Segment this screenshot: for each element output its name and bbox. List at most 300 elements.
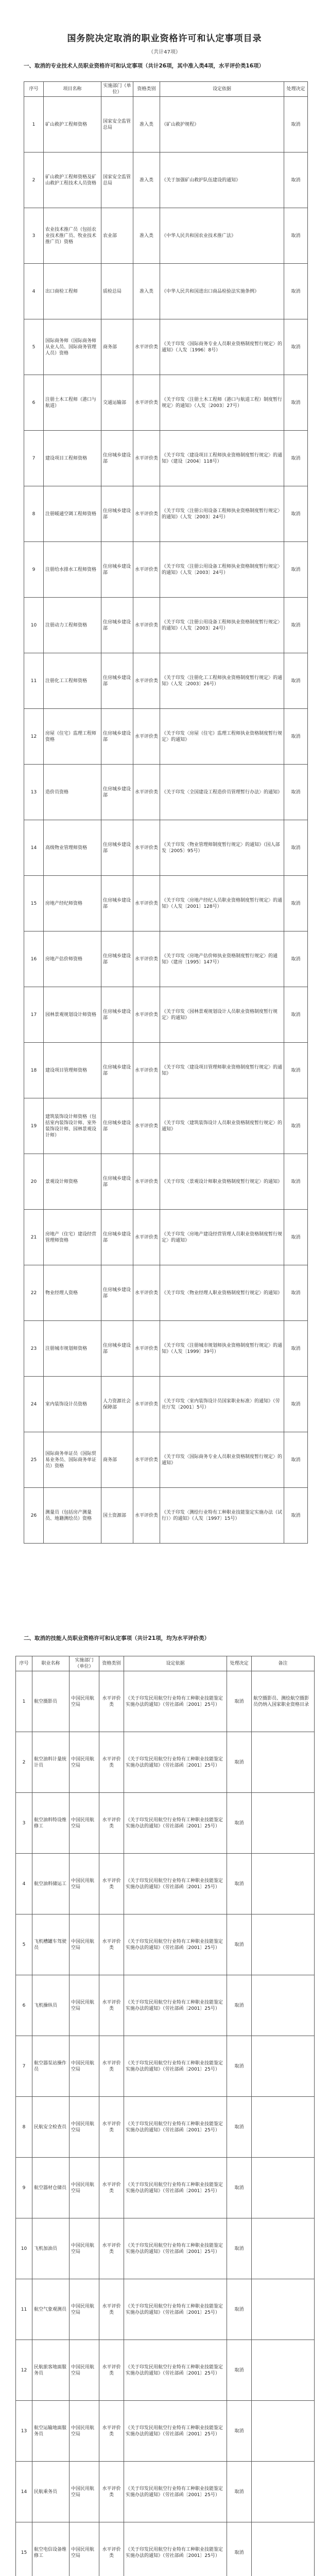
cell-note — [252, 2158, 315, 2218]
cell-dept: 住房城乡建设部 — [101, 987, 133, 1043]
cell-decision: 取消 — [227, 1914, 252, 1975]
cell-note — [252, 2522, 315, 2576]
cell-no: 12 — [16, 2340, 32, 2401]
cell-no: 6 — [16, 1975, 32, 2036]
section1-table — [24, 81, 308, 1544]
cell-name: 房地产经纪师资格 — [44, 876, 101, 931]
table-row — [24, 598, 308, 653]
cell-note — [252, 2340, 315, 2401]
section1-header-row — [24, 82, 308, 97]
cell-name: 飞机加油员 — [32, 2218, 70, 2279]
cell-no: 17 — [24, 987, 44, 1043]
cell-decision: 取消 — [227, 2218, 252, 2279]
cell-decision: 取消 — [284, 431, 308, 486]
cell-type: 水平评价类 — [133, 820, 160, 876]
cell-type: 水平评价类 — [133, 1321, 160, 1377]
cell-basis: 《关于印发〈注册土木工程师（港口与航道工程）制度暂行规定〉的通知》（人发〔2003〕27号） — [160, 375, 284, 431]
cell-decision: 取消 — [227, 2522, 252, 2576]
cell-basis: 《关于印发〈房地产建设经营管理人员职业资格制度暂行规定〉的通知》 — [160, 1210, 284, 1265]
cell-name: 房地产（住宅）建设经营管理师资格 — [44, 1210, 101, 1265]
cell-decision: 取消 — [227, 2279, 252, 2340]
header-no: 序号 — [16, 1656, 32, 1671]
cell-basis: 《关于加强矿山救护队伍建设的通知》 — [160, 152, 284, 208]
cell-name: 航空运输地面服务员 — [32, 2401, 70, 2462]
cell-type: 水平评价类 — [133, 1043, 160, 1098]
cell-type: 水平评价类 — [99, 2036, 124, 2097]
cell-basis: 《关于印发〈注册公用设备工程师执业资格制度暂行规定〉的通知》（人发〔2003〕24号） — [160, 542, 284, 598]
cell-no: 15 — [16, 2522, 32, 2576]
header-basis: 设定依据 — [160, 82, 284, 97]
cell-decision: 取消 — [227, 2462, 252, 2522]
cell-type: 水平评价类 — [99, 1975, 124, 2036]
cell-decision: 取消 — [284, 1265, 308, 1321]
cell-name: 国际商务单证员（国际贸易业务员、国际商务单证员）资格 — [44, 1432, 101, 1488]
cell-decision: 取消 — [284, 876, 308, 931]
cell-basis: 《关于印发民用航空行业特有工种职业技能鉴定实施办法的通知》（劳社部函〔2001〕25号） — [124, 2279, 227, 2340]
cell-dept: 中国民用航空局 — [70, 2279, 99, 2340]
cell-decision: 取消 — [227, 1854, 252, 1914]
cell-decision: 取消 — [284, 542, 308, 598]
table-row — [24, 375, 308, 431]
cell-note — [252, 1914, 315, 1975]
cell-decision: 取消 — [227, 2036, 252, 2097]
cell-dept: 住房城乡建设部 — [101, 1043, 133, 1098]
table-row — [24, 931, 308, 987]
table-row — [24, 820, 308, 876]
cell-dept: 中国民用航空局 — [70, 1793, 99, 1854]
cell-name: 注册给水排水工程师资格 — [44, 542, 101, 598]
cell-type: 水平评价类 — [133, 1265, 160, 1321]
cell-no: 7 — [16, 2036, 32, 2097]
cell-name: 国际商务师（国际商务师从业人员、国际商务管理人员）资格 — [44, 319, 101, 375]
cell-basis: 《关于印发民用航空行业特有工种职业技能鉴定实施办法的通知》（劳社部函〔2001〕25号） — [124, 2218, 227, 2279]
cell-name: 飞机槽罐车驾驶员 — [32, 1914, 70, 1975]
cell-name: 民航乘务员 — [32, 2462, 70, 2522]
cell-dept: 住房城乡建设部 — [101, 820, 133, 876]
cell-name: 航空器泵站操作员 — [32, 2036, 70, 2097]
cell-decision: 取消 — [284, 1043, 308, 1098]
cell-type: 水平评价类 — [133, 1488, 160, 1544]
cell-name: 航空电信设备维修工 — [32, 2522, 70, 2576]
cell-decision: 取消 — [227, 2097, 252, 2158]
cell-name: 房地产估价师资格 — [44, 931, 101, 987]
cell-type: 准入类 — [133, 264, 160, 319]
cell-no: 21 — [24, 1210, 44, 1265]
cell-dept: 中国民用航空局 — [70, 1854, 99, 1914]
cell-name: 注册土木工程师（港口与航道） — [44, 375, 101, 431]
cell-decision: 取消 — [284, 1098, 308, 1154]
cell-basis: 《关于印发民用航空行业特有工种职业技能鉴定实施办法的通知》（劳社部函〔2001〕25号） — [124, 1914, 227, 1975]
cell-type: 水平评价类 — [133, 598, 160, 653]
cell-decision: 取消 — [227, 1975, 252, 2036]
cell-dept: 中国民用航空局 — [70, 1975, 99, 2036]
cell-dept: 住房城乡建设部 — [101, 1098, 133, 1154]
cell-dept: 住房城乡建设部 — [101, 876, 133, 931]
cell-dept: 中国民用航空局 — [70, 2218, 99, 2279]
cell-name: 航空油料储运工 — [32, 1854, 70, 1914]
header-name: 项目名称 — [44, 82, 101, 97]
cell-no: 4 — [16, 1854, 32, 1914]
cell-basis: 《关于印发〈物业管理师制度暂行规定〉的通知》（国人部发〔2005〕95号） — [160, 820, 284, 876]
cell-basis: 《关于印发民用航空行业特有工种职业技能鉴定实施办法的通知》（劳社部函〔2001〕25号） — [124, 2340, 227, 2401]
table-row — [24, 709, 308, 765]
cell-dept: 中国民用航空局 — [70, 1914, 99, 1975]
cell-basis: 《关于印发〈注册化工工程师执业资格制度暂行规定〉的通知》（人发〔2003〕26号） — [160, 653, 284, 709]
cell-no: 18 — [24, 1043, 44, 1098]
cell-dept: 国家安全监管总局 — [101, 152, 133, 208]
table-row — [16, 2462, 315, 2522]
table-row — [16, 2522, 315, 2576]
cell-dept: 中国民用航空局 — [70, 2401, 99, 2462]
cell-no: 11 — [24, 653, 44, 709]
cell-type: 准入类 — [133, 152, 160, 208]
cell-type: 水平评价类 — [99, 1671, 124, 1732]
table-row — [16, 2218, 315, 2279]
cell-name: 建设项目工程师资格 — [44, 431, 101, 486]
table-row — [24, 97, 308, 152]
cell-type: 准入类 — [133, 97, 160, 152]
cell-note — [252, 1854, 315, 1914]
header-dept: 实施部门（单位） — [101, 82, 133, 97]
cell-no: 4 — [24, 264, 44, 319]
cell-name: 民航安全检查员 — [32, 2097, 70, 2158]
cell-dept: 中国民用航空局 — [70, 1671, 99, 1732]
cell-decision: 取消 — [227, 1732, 252, 1793]
cell-no: 15 — [24, 876, 44, 931]
cell-name: 景观设计师资格 — [44, 1154, 101, 1210]
cell-type: 水平评价类 — [99, 1854, 124, 1914]
cell-basis: 《关于印发民用航空行业特有工种职业技能鉴定实施办法的通知》（劳社部函〔2001〕25号） — [124, 2462, 227, 2522]
cell-decision: 取消 — [284, 765, 308, 820]
header-note: 备注 — [252, 1656, 315, 1671]
cell-name: 园林景观规划设计师资格 — [44, 987, 101, 1043]
table-row — [24, 987, 308, 1043]
cell-basis: 《关于印发〈景观设计师职业资格制度暂行规定〉的通知》 — [160, 1154, 284, 1210]
cell-decision: 取消 — [284, 375, 308, 431]
cell-no: 13 — [24, 765, 44, 820]
cell-basis: 《关于印发〈建筑装饰设计人员职业资格制度暂行规定〉的通知》 — [160, 1098, 284, 1154]
cell-dept: 中国民用航空局 — [70, 2522, 99, 2576]
cell-no: 23 — [24, 1321, 44, 1377]
table-row — [24, 264, 308, 319]
cell-basis: 《关于印发民用航空行业特有工种职业技能鉴定实施办法的通知》（劳社部函〔2001〕25号） — [124, 1732, 227, 1793]
table-row — [24, 1098, 308, 1154]
table-row — [16, 2340, 315, 2401]
cell-name: 出口商检工程师 — [44, 264, 101, 319]
cell-dept: 国土资源部 — [101, 1488, 133, 1544]
cell-name: 飞机操纵员 — [32, 1975, 70, 2036]
cell-type: 水平评价类 — [99, 1793, 124, 1854]
cell-basis: 《关于印发〈注册公用设备工程师执业资格制度暂行规定〉的通知》（人发〔2003〕24号） — [160, 486, 284, 542]
table-row — [16, 2158, 315, 2218]
table-row — [16, 1854, 315, 1914]
cell-decision: 取消 — [284, 97, 308, 152]
cell-type: 准入类 — [133, 208, 160, 264]
cell-basis: 《关于印发〈物业经理人职业资格制度暂行规定〉的通知》 — [160, 1265, 284, 1321]
cell-note — [252, 1732, 315, 1793]
cell-basis: 《关于印发〈室内装饰设计员国家职业标准〉的通知》（劳社厅发〔2001〕5号） — [160, 1377, 284, 1432]
cell-no: 12 — [24, 709, 44, 765]
cell-dept: 商务部 — [101, 319, 133, 375]
cell-decision: 取消 — [284, 820, 308, 876]
cell-name: 航空油料计量统计员 — [32, 1732, 70, 1793]
cell-name: 室内装饰设计员资格 — [44, 1377, 101, 1432]
table-row — [16, 2036, 315, 2097]
cell-type: 水平评价类 — [133, 765, 160, 820]
cell-dept: 中国民用航空局 — [70, 2462, 99, 2522]
cell-basis: 《关于印发民用航空行业特有工种职业技能鉴定实施办法的通知》（劳社部函〔2001〕25号） — [124, 2522, 227, 2576]
cell-note — [252, 1975, 315, 2036]
cell-dept: 住房城乡建设部 — [101, 486, 133, 542]
cell-basis: 《关于印发〈园林景观规划设计人员职业资格制度暂行规定〉的通知》 — [160, 987, 284, 1043]
cell-type: 水平评价类 — [133, 542, 160, 598]
cell-type: 水平评价类 — [99, 2279, 124, 2340]
cell-name: 注册城市规划师资格 — [44, 1321, 101, 1377]
cell-decision: 取消 — [284, 598, 308, 653]
cell-name: 房屋（住宅）监理工程师资格 — [44, 709, 101, 765]
cell-basis: 《关于印发民用航空行业特有工种职业技能鉴定实施办法的通知》（劳社部函〔2001〕25号） — [124, 2401, 227, 2462]
cell-type: 水平评价类 — [133, 319, 160, 375]
cell-no: 10 — [16, 2218, 32, 2279]
cell-name: 建设项目管理师资格 — [44, 1043, 101, 1098]
cell-dept: 住房城乡建设部 — [101, 1154, 133, 1210]
cell-decision: 取消 — [284, 1321, 308, 1377]
cell-type: 水平评价类 — [133, 431, 160, 486]
cell-name: 注册暖通空调工程师资格 — [44, 486, 101, 542]
table-row — [24, 1043, 308, 1098]
cell-decision: 取消 — [227, 2158, 252, 2218]
cell-basis: 《关于印发〈国际商务专业人员职业资格制度暂行规定〉的通知》 — [160, 1432, 284, 1488]
cell-no: 8 — [24, 486, 44, 542]
cell-decision: 取消 — [284, 709, 308, 765]
cell-dept: 中国民用航空局 — [70, 2158, 99, 2218]
section1-heading: 一、取消的专业技术人员职业资格许可和认定事项（共计26项，其中准入类4项，水平评价类16项） — [24, 63, 265, 69]
table-row — [24, 486, 308, 542]
cell-dept: 人力资源社会保障部 — [101, 1377, 133, 1432]
table-row — [24, 1377, 308, 1432]
cell-type: 水平评价类 — [99, 2462, 124, 2522]
table-row — [16, 1671, 315, 1732]
cell-no: 1 — [24, 97, 44, 152]
cell-dept: 住房城乡建设部 — [101, 709, 133, 765]
cell-name: 航空摄影员 — [32, 1671, 70, 1732]
table-row — [16, 1914, 315, 1975]
cell-note — [252, 2097, 315, 2158]
cell-decision: 取消 — [227, 2401, 252, 2462]
table-row — [16, 2401, 315, 2462]
cell-decision: 取消 — [284, 152, 308, 208]
cell-dept: 住房城乡建设部 — [101, 1265, 133, 1321]
cell-dept: 商务部 — [101, 1432, 133, 1488]
cell-type: 水平评价类 — [133, 876, 160, 931]
cell-name: 农业技术推广员（包括农业技术推广员、牧业技术推广员）资格 — [44, 208, 101, 264]
cell-name: 注册化工工程师资格 — [44, 653, 101, 709]
cell-dept: 住房城乡建设部 — [101, 598, 133, 653]
table-row — [24, 319, 308, 375]
header-no: 序号 — [24, 82, 44, 97]
cell-type: 水平评价类 — [133, 486, 160, 542]
cell-decision: 取消 — [284, 931, 308, 987]
cell-no: 24 — [24, 1377, 44, 1432]
cell-dept: 农业部 — [101, 208, 133, 264]
cell-type: 水平评价类 — [99, 1914, 124, 1975]
header-type: 资格类别 — [133, 82, 160, 97]
cell-name: 矿山救护工程师资格及矿山救护工程技术人员资格 — [44, 152, 101, 208]
cell-basis: 《关于印发〈房屋（住宅）监理工程师执业资格制度暂行规定〉的通知》 — [160, 709, 284, 765]
cell-name: 注册动力工程师资格 — [44, 598, 101, 653]
cell-basis: 《关于印发民用航空行业特有工种职业技能鉴定实施办法的通知》（劳社部函〔2001〕25号） — [124, 1671, 227, 1732]
cell-dept: 交通运输部 — [101, 375, 133, 431]
cell-type: 水平评价类 — [133, 1432, 160, 1488]
cell-basis: 《关于印发〈注册城市规划师执业资格制度暂行规定〉的通知》（人发〔1999〕39号） — [160, 1321, 284, 1377]
cell-note: 航空摄影员、测绘航空摄影员仍纳入国家职业资格目录 — [252, 1671, 315, 1732]
cell-basis: 《关于印发〈测绘行业特有工种职业技能鉴定实施办法（试行）〉的通知》（人发〔1997〕15号） — [160, 1488, 284, 1544]
header-decision: 处理决定 — [284, 82, 308, 97]
cell-basis: 《关于印发民用航空行业特有工种职业技能鉴定实施办法的通知》（劳社部函〔2001〕25号） — [124, 1854, 227, 1914]
cell-dept: 住房城乡建设部 — [101, 431, 133, 486]
cell-type: 水平评价类 — [99, 2401, 124, 2462]
cell-type: 水平评价类 — [99, 2158, 124, 2218]
table-row — [16, 2097, 315, 2158]
cell-decision: 取消 — [284, 1432, 308, 1488]
cell-basis: 《关于印发〈房地产经纪人员职业资格制度暂行规定〉的通知》（人发〔2001〕128号） — [160, 876, 284, 931]
cell-type: 水平评价类 — [99, 2340, 124, 2401]
cell-type: 水平评价类 — [99, 1732, 124, 1793]
cell-no: 26 — [24, 1488, 44, 1544]
cell-name: 航空气象观测员 — [32, 2279, 70, 2340]
header-decision: 处理决定 — [227, 1656, 252, 1671]
cell-basis: 《关于印发〈国际商务专业人员职业资格制度暂行规定〉的通知》（人发〔1996〕8号） — [160, 319, 284, 375]
cell-no: 1 — [16, 1671, 32, 1732]
cell-name: 测量员（包括房产测量员、地籍测绘员）资格 — [44, 1488, 101, 1544]
cell-no: 2 — [16, 1732, 32, 1793]
cell-no: 25 — [24, 1432, 44, 1488]
cell-no: 19 — [24, 1098, 44, 1154]
cell-decision: 取消 — [227, 1793, 252, 1854]
table-row — [24, 1265, 308, 1321]
cell-no: 20 — [24, 1154, 44, 1210]
cell-decision: 取消 — [284, 653, 308, 709]
cell-decision: 取消 — [284, 319, 308, 375]
cell-basis: 《关于印发〈房地产估价师执业资格制度暂行规定〉的通知》（建房〔1995〕147号） — [160, 931, 284, 987]
cell-decision: 取消 — [284, 1154, 308, 1210]
cell-basis: 《关于印发〈全国建设工程造价员管理暂行办法〉的通知》 — [160, 765, 284, 820]
cell-dept: 中国民用航空局 — [70, 2340, 99, 2401]
table-row — [24, 1210, 308, 1265]
cell-no: 13 — [16, 2401, 32, 2462]
table-row — [16, 1975, 315, 2036]
cell-no: 5 — [16, 1914, 32, 1975]
table-row — [24, 1321, 308, 1377]
cell-no: 22 — [24, 1265, 44, 1321]
cell-no: 3 — [16, 1793, 32, 1854]
cell-type: 水平评价类 — [133, 987, 160, 1043]
header-basis: 设定依据 — [124, 1656, 227, 1671]
table-row — [24, 208, 308, 264]
document-subtitle: （共计47项） — [148, 49, 181, 55]
cell-no: 16 — [24, 931, 44, 987]
table-row — [24, 1154, 308, 1210]
table-row — [24, 152, 308, 208]
cell-decision: 取消 — [284, 987, 308, 1043]
cell-decision: 取消 — [284, 264, 308, 319]
cell-note — [252, 2462, 315, 2522]
header-dept: 实施部门（单位） — [70, 1656, 99, 1671]
cell-no: 14 — [24, 820, 44, 876]
cell-type: 水平评价类 — [99, 2522, 124, 2576]
cell-note — [252, 1793, 315, 1854]
cell-note — [252, 2401, 315, 2462]
header-type: 资格类别 — [99, 1656, 124, 1671]
cell-dept: 国家安全监管总局 — [101, 97, 133, 152]
cell-dept: 住房城乡建设部 — [101, 765, 133, 820]
cell-note — [252, 2036, 315, 2097]
cell-no: 2 — [24, 152, 44, 208]
cell-type: 水平评价类 — [133, 1098, 160, 1154]
cell-dept: 中国民用航空局 — [70, 2097, 99, 2158]
cell-name: 民航旅客地面服务员 — [32, 2340, 70, 2401]
cell-basis: 《关于印发民用航空行业特有工种职业技能鉴定实施办法的通知》（劳社部函〔2001〕25号） — [124, 1975, 227, 2036]
table-row — [24, 1488, 308, 1544]
table-row — [24, 765, 308, 820]
table-row — [24, 542, 308, 598]
cell-decision: 取消 — [227, 2340, 252, 2401]
cell-dept: 中国民用航空局 — [70, 2036, 99, 2097]
cell-type: 水平评价类 — [99, 2097, 124, 2158]
cell-no: 5 — [24, 319, 44, 375]
cell-name: 矿山救护工程师资格 — [44, 97, 101, 152]
cell-basis: 《中华人民共和国农业技术推广法》 — [160, 208, 284, 264]
cell-dept: 住房城乡建设部 — [101, 542, 133, 598]
table-row — [24, 1432, 308, 1488]
cell-decision: 取消 — [284, 1210, 308, 1265]
cell-name: 高级物业管理师资格 — [44, 820, 101, 876]
cell-basis: 《中华人民共和国进出口商品检验法实施条例》 — [160, 264, 284, 319]
cell-decision: 取消 — [284, 208, 308, 264]
cell-name: 物业经理人资格 — [44, 1265, 101, 1321]
cell-type: 水平评价类 — [133, 931, 160, 987]
cell-decision: 取消 — [284, 486, 308, 542]
cell-type: 水平评价类 — [133, 709, 160, 765]
cell-no: 14 — [16, 2462, 32, 2522]
cell-basis: 《关于印发〈建设项目管理师职业资格制度暂行规定〉的通知》 — [160, 1043, 284, 1098]
cell-no: 9 — [24, 542, 44, 598]
cell-no: 6 — [24, 375, 44, 431]
cell-basis: 《关于印发民用航空行业特有工种职业技能鉴定实施办法的通知》（劳社部函〔2001〕25号） — [124, 2036, 227, 2097]
cell-name: 航空油料特设维修工 — [32, 1793, 70, 1854]
cell-type: 水平评价类 — [133, 1154, 160, 1210]
cell-name: 建筑装饰设计师资格（包括室内装饰设计师、室外装饰设计师、园林景观设计师） — [44, 1098, 101, 1154]
cell-no: 8 — [16, 2097, 32, 2158]
cell-basis: 《矿山救护规程》 — [160, 97, 284, 152]
table-row — [24, 653, 308, 709]
cell-dept: 住房城乡建设部 — [101, 931, 133, 987]
cell-dept: 住房城乡建设部 — [101, 1321, 133, 1377]
cell-no: 3 — [24, 208, 44, 264]
header-name: 职业名称 — [32, 1656, 70, 1671]
cell-name: 造价员资格 — [44, 765, 101, 820]
cell-note — [252, 2279, 315, 2340]
cell-no: 10 — [24, 598, 44, 653]
cell-type: 水平评价类 — [133, 375, 160, 431]
section2-table — [15, 1656, 315, 2576]
table-row — [24, 876, 308, 931]
cell-dept: 中国民用航空局 — [70, 1732, 99, 1793]
document-title: 国务院决定取消的职业资格许可和认定事项目录 — [67, 33, 262, 44]
cell-name: 航空器材仓储员 — [32, 2158, 70, 2218]
cell-no: 9 — [16, 2158, 32, 2218]
cell-basis: 《关于印发民用航空行业特有工种职业技能鉴定实施办法的通知》（劳社部函〔2001〕25号） — [124, 2158, 227, 2218]
